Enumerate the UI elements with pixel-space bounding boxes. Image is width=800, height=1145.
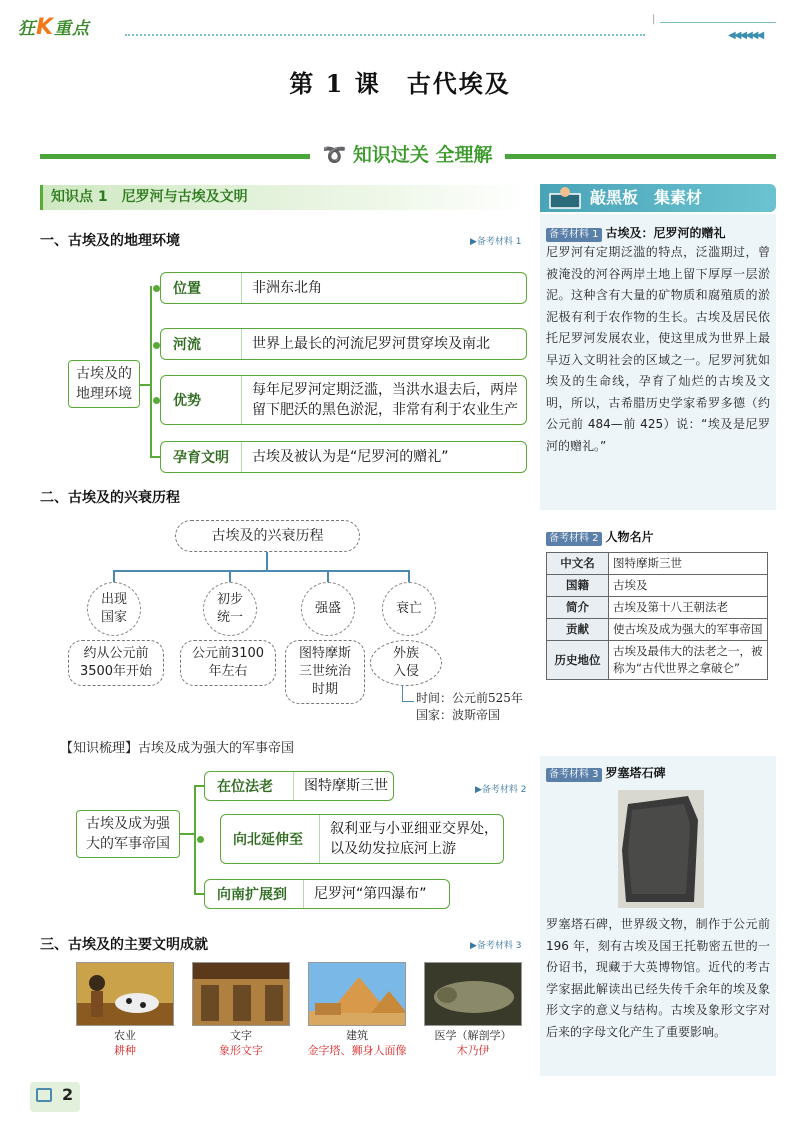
lesson-title: 第 1 课 古代埃及 [289, 69, 511, 98]
empire-root: 古埃及成为强 大的军事帝国 [76, 810, 180, 858]
table-row [547, 575, 768, 597]
geo-row-key: 孕育文明 [173, 450, 229, 466]
achievement-item: 金字塔、狮身人面像 [307, 1044, 407, 1057]
summary-text: 古埃及成为强大的军事帝国 [138, 741, 295, 756]
brand-k: K [36, 15, 55, 40]
hieroglyph-image [192, 962, 290, 1026]
profile-value: 古埃及第十八王朝法老 [609, 597, 768, 619]
sidebar-title: 敲黑板 集素材 [590, 188, 703, 207]
material-tag: 备考材料 2 [546, 532, 602, 546]
empire-row-value: 叙利亚与小亚细亚交界处， 以及幼发拉底河上游 [330, 821, 498, 857]
agriculture-image [76, 962, 174, 1026]
achievement-item: 象形文字 [219, 1044, 263, 1057]
brand-logo [18, 14, 90, 40]
profile-key: 国籍 [547, 575, 609, 597]
note-country: 国家：波斯帝国 [416, 708, 501, 722]
decline-note [416, 690, 523, 724]
profile-value: 古埃及 [609, 575, 768, 597]
connector [194, 785, 196, 895]
stage-circle: 初步 统一 [203, 582, 257, 636]
bullet-dot [153, 397, 160, 404]
knowledge-point-title: 知识点 1 尼罗河与古埃及文明 [40, 185, 528, 210]
geo-row-value: 每年尼罗河定期泛滥，当洪水退去后，两岸留下肥沃的黑色淤泥，非常有利于农业生产 [252, 382, 518, 418]
material-title: 人物名片 [605, 530, 654, 544]
profile-table [546, 552, 768, 680]
stage-circle: 出现 国家 [87, 582, 141, 636]
geo-root: 古埃及的 地理环境 [68, 360, 140, 408]
note-time: 时间：公元前525年 [416, 691, 523, 705]
empire-row-key: 在位法老 [217, 779, 273, 795]
empire-row [204, 771, 394, 801]
section2-title: 二、古埃及的兴衰历程 [40, 490, 180, 506]
swirl-icon: ➰ [322, 144, 347, 166]
bullet-dot [197, 836, 204, 843]
geo-row-key: 河流 [173, 337, 201, 353]
material-1 [540, 214, 776, 510]
material-3 [540, 756, 776, 1076]
header-tab-line [660, 22, 776, 23]
material-tag: 备考材料 3 [546, 768, 602, 782]
table-row [547, 553, 768, 575]
stage-circle: 衰亡 [382, 582, 436, 636]
table-row [547, 619, 768, 641]
geo-row [160, 272, 527, 304]
rosetta-stone-image [618, 790, 704, 908]
achievement-caption [414, 1028, 532, 1058]
empire-row [220, 814, 504, 864]
section1-ref: ▶备考材料 1 [470, 237, 522, 247]
material-2 [540, 520, 776, 742]
table-row [547, 597, 768, 619]
geo-row-key: 位置 [173, 281, 201, 297]
empire-row-key: 向南扩展到 [217, 887, 287, 903]
geo-row-value: 非洲东北角 [252, 280, 322, 296]
summary-ref: ▶备考材料 2 [475, 785, 527, 795]
header-dotted-rule [125, 34, 645, 36]
profile-key: 历史地位 [547, 641, 609, 680]
achievement-item: 耕种 [114, 1044, 136, 1057]
section3-title: 三、古埃及的主要文明成就 [40, 937, 208, 953]
table-row [547, 641, 768, 680]
summary-line [60, 737, 294, 756]
blackboard-icon [548, 186, 582, 210]
geo-row [160, 328, 527, 360]
brand-suffix: 重点 [54, 19, 91, 39]
connector [266, 552, 268, 570]
stage-detail: 图特摩斯 三世统治 时期 [285, 640, 365, 704]
stage-circle: 强盛 [301, 582, 355, 636]
connector [402, 686, 414, 702]
bullet-dot [153, 285, 160, 292]
section3-ref: ▶备考材料 3 [470, 941, 522, 951]
profile-value: 使古埃及成为强大的军事帝国 [609, 619, 768, 641]
summary-tag: 【知识梳理】 [60, 741, 139, 756]
sidebar-header [540, 184, 776, 212]
material-text: 罗塞塔石碑，世界级文物，制作于公元前 196 年，刻有古埃及国王托勒密五世的一份诏书，现藏于大英博物馆。近代的考古学家据此解读出已经失传千余年的埃及象形文字的意义与结构。古埃及象形文字对后来的字母文化产生了重要影响。 [546, 917, 770, 1039]
pyramid-image [308, 962, 406, 1026]
page-number: 2 [62, 1085, 74, 1104]
achievement-field: 农业 [114, 1029, 136, 1042]
achievement-caption [182, 1028, 300, 1058]
stage-detail: 约从公元前 3500年开始 [68, 640, 164, 686]
material-title: 古埃及：尼罗河的赠礼 [605, 226, 726, 240]
brand-prefix: 狂 [18, 19, 36, 39]
section-banner [310, 139, 505, 171]
material-title: 罗塞塔石碑 [605, 766, 666, 780]
connector [194, 893, 204, 895]
profile-value: 古埃及最伟大的法老之一，被称为“古代世界之拿破仑” [609, 641, 768, 680]
achievement-field: 医学（解剖学） [434, 1029, 512, 1042]
material-tag: 备考材料 1 [546, 228, 602, 242]
connector [150, 456, 160, 458]
stage-detail: 公元前3100 年左右 [180, 640, 276, 686]
connector [180, 833, 194, 835]
stage-detail: 外族 入侵 [370, 640, 442, 686]
profile-value: 图特摩斯三世 [609, 553, 768, 575]
geo-row-value: 古埃及被认为是“尼罗河的赠礼” [252, 449, 449, 465]
geo-row [160, 441, 527, 473]
achievement-field: 建筑 [346, 1029, 368, 1042]
connector [150, 286, 152, 458]
geo-row-key: 优势 [173, 393, 201, 409]
connector [113, 570, 409, 572]
connector [194, 785, 204, 787]
achievement-field: 文字 [230, 1029, 252, 1042]
achievement-caption [290, 1028, 424, 1058]
empire-row-value: 图特摩斯三世 [304, 778, 388, 794]
empire-row-key: 向北延伸至 [233, 832, 303, 848]
empire-row [204, 879, 450, 909]
profile-key: 简介 [547, 597, 609, 619]
bullet-dot [153, 342, 160, 349]
geo-row-value: 世界上最长的河流尼罗河贯穿埃及南北 [252, 336, 490, 352]
profile-key: 贡献 [547, 619, 609, 641]
banner-text: 知识过关 全理解 [352, 144, 493, 166]
achievement-item: 木乃伊 [456, 1044, 490, 1057]
mummy-image [424, 962, 522, 1026]
empire-row-value: 尼罗河“第四瀑布” [314, 886, 427, 902]
profile-key: 中文名 [547, 553, 609, 575]
tab-mark: | [652, 14, 656, 25]
arrows-icon: ◀◀◀◀◀◀ [728, 30, 763, 41]
material-text: 尼罗河有定期泛滥的特点，泛滥期过，曾被淹没的河谷两岸土地上留下厚厚一层淤泥。这种含有大量的矿物质和腐殖质的淤泥极有利于农作物的生长。古埃及居民依托尼罗河发展农业，使这里成为世界上最早迈入文明社会的区域之一。尼罗河犹如埃及的生命线，孕育了灿烂的古埃及文明，所以，古希腊历史学家希罗多德（约公元前 484—前 425）说：“埃及是尼罗河的赠礼。” [546, 245, 770, 453]
achievement-caption [66, 1028, 184, 1058]
section1-title: 一、古埃及的地理环境 [40, 233, 180, 249]
history-root: 古埃及的兴衰历程 [175, 520, 360, 552]
connector [140, 384, 150, 386]
book-icon [36, 1088, 52, 1102]
geo-row [160, 375, 527, 425]
